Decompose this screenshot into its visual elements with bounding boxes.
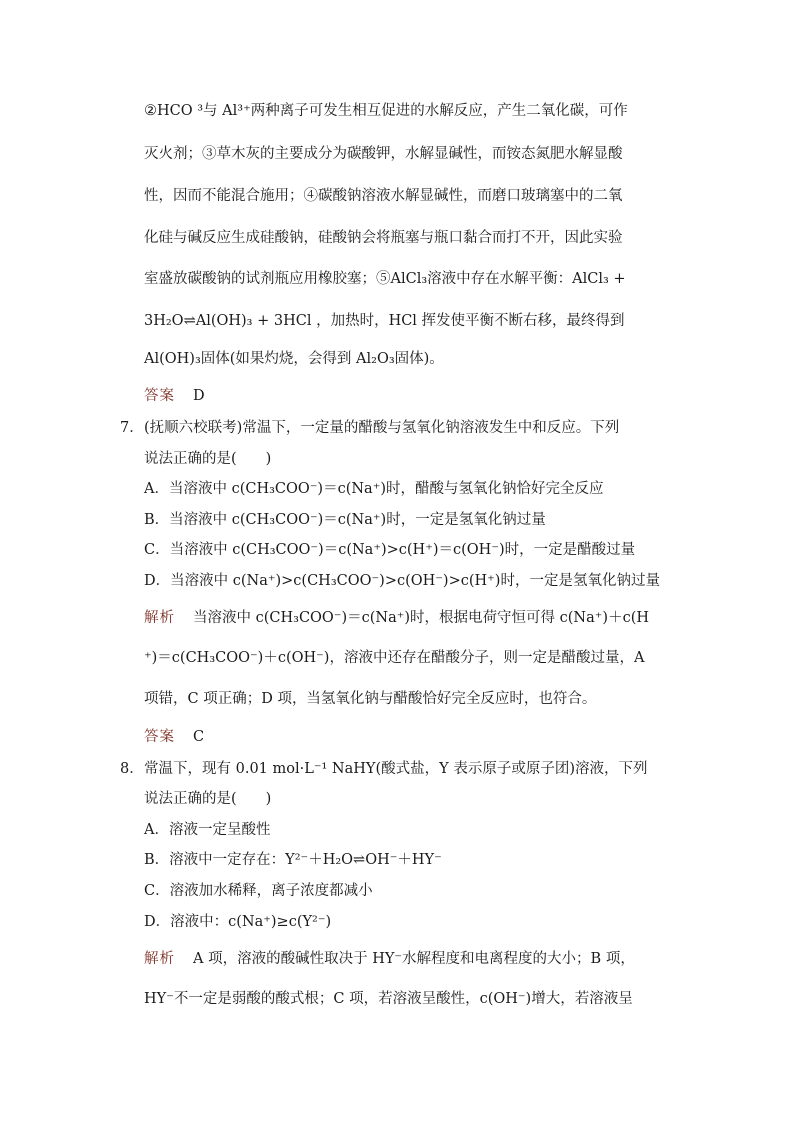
answer-6 — [144, 386, 205, 406]
question-number: 8． — [120, 761, 144, 777]
explanation-line: 解析 当溶液中 c(CH₃COO⁻)＝c(Na⁺)时，根据电荷守恒可得 c(Na⁺)＋c(H — [144, 610, 649, 626]
option-b: B．溶液中一定存在：Y²⁻＋H₂O⇌OH⁻＋HY⁻ — [144, 852, 442, 868]
explanation-line: 项错，C 项正确；D 项，当氢氧化钠与醋酸恰好完全反应时，也符合。 — [144, 691, 597, 707]
text-line: ②HCO ³与 Al³⁺两种离子可发生相互促进的水解反应，产生二氧化碳，可作 — [144, 103, 628, 119]
option-c: C．溶液加水稀释，离子浓度都减小 — [144, 883, 373, 899]
option-d: D．溶液中：c(Na⁺)≥c(Y²⁻) — [144, 914, 332, 930]
answer-label: 答案 — [144, 729, 175, 745]
question-number: 7． — [120, 420, 144, 436]
question-stem: 常温下，现有 0.01 mol·L⁻¹ NaHY(酸式盐，Y 表示原子或原子团)溶液，下列 — [144, 761, 648, 777]
explanation-line: ⁺)＝c(CH₃COO⁻)＋c(OH⁻)，溶液中还存在醋酸分子，则一定是醋酸过量，A — [144, 650, 645, 666]
option-b: B．当溶液中 c(CH₃COO⁻)＝c(Na⁺)时，一定是氢氧化钠过量 — [144, 512, 546, 528]
answer-value: C — [193, 729, 205, 745]
text-line: 灭火剂；③草木灰的主要成分为碳酸钾，水解显碱性，而铵态氮肥水解显酸 — [144, 146, 623, 162]
answer-label: 答案 — [144, 388, 175, 404]
question-stem: 说法正确的是( ) — [144, 451, 272, 467]
explanation-label: 解析 — [144, 610, 175, 626]
text-line: Al(OH)₃固体(如果灼烧，会得到 Al₂O₃固体)。 — [144, 351, 444, 367]
text-line: 化硅与碱反应生成硅酸钠，硅酸钠会将瓶塞与瓶口黏合而打不开，因此实验 — [144, 230, 623, 246]
option-a: A．溶液一定呈酸性 — [144, 822, 271, 838]
question-stem: 说法正确的是( ) — [144, 791, 272, 807]
question-stem: (抚顺六校联考)常温下，一定量的醋酸与氢氧化钠溶液发生中和反应。下列 — [144, 420, 620, 436]
answer-value: D — [193, 388, 205, 404]
answer-7 — [144, 727, 204, 747]
option-d: D．当溶液中 c(Na⁺)>c(CH₃COO⁻)>c(OH⁻)>c(H⁺)时，一定是氢氧化钠过量 — [144, 573, 660, 589]
text-line: 室盛放碳酸钠的试剂瓶应用橡胶塞；⑤AlCl₃溶液中存在水解平衡：AlCl₃ + — [144, 271, 626, 287]
text-line: 3H₂O⇌Al(OH)₃ + 3HCl ，加热时，HCl 挥发使平衡不断右移，最终得到 — [144, 313, 625, 329]
option-c: C．当溶液中 c(CH₃COO⁻)＝c(Na⁺)>c(H⁺)＝c(OH⁻)时，一定是醋酸过量 — [144, 542, 636, 558]
explanation-line: 解析 A 项，溶液的酸碱性取决于 HY⁻水解程度和电离程度的大小；B 项， — [144, 951, 635, 967]
explanation-label: 解析 — [144, 951, 175, 967]
text-line: 性，因而不能混合施用；④碳酸钠溶液水解显碱性，而磨口玻璃塞中的二氧 — [144, 188, 623, 204]
explanation-line: HY⁻不一定是弱酸的酸式根；C 项，若溶液呈酸性，c(OH⁻)增大，若溶液呈 — [144, 991, 633, 1007]
option-a: A．当溶液中 c(CH₃COO⁻)＝c(Na⁺)时，醋酸与氢氧化钠恰好完全反应 — [144, 481, 604, 497]
